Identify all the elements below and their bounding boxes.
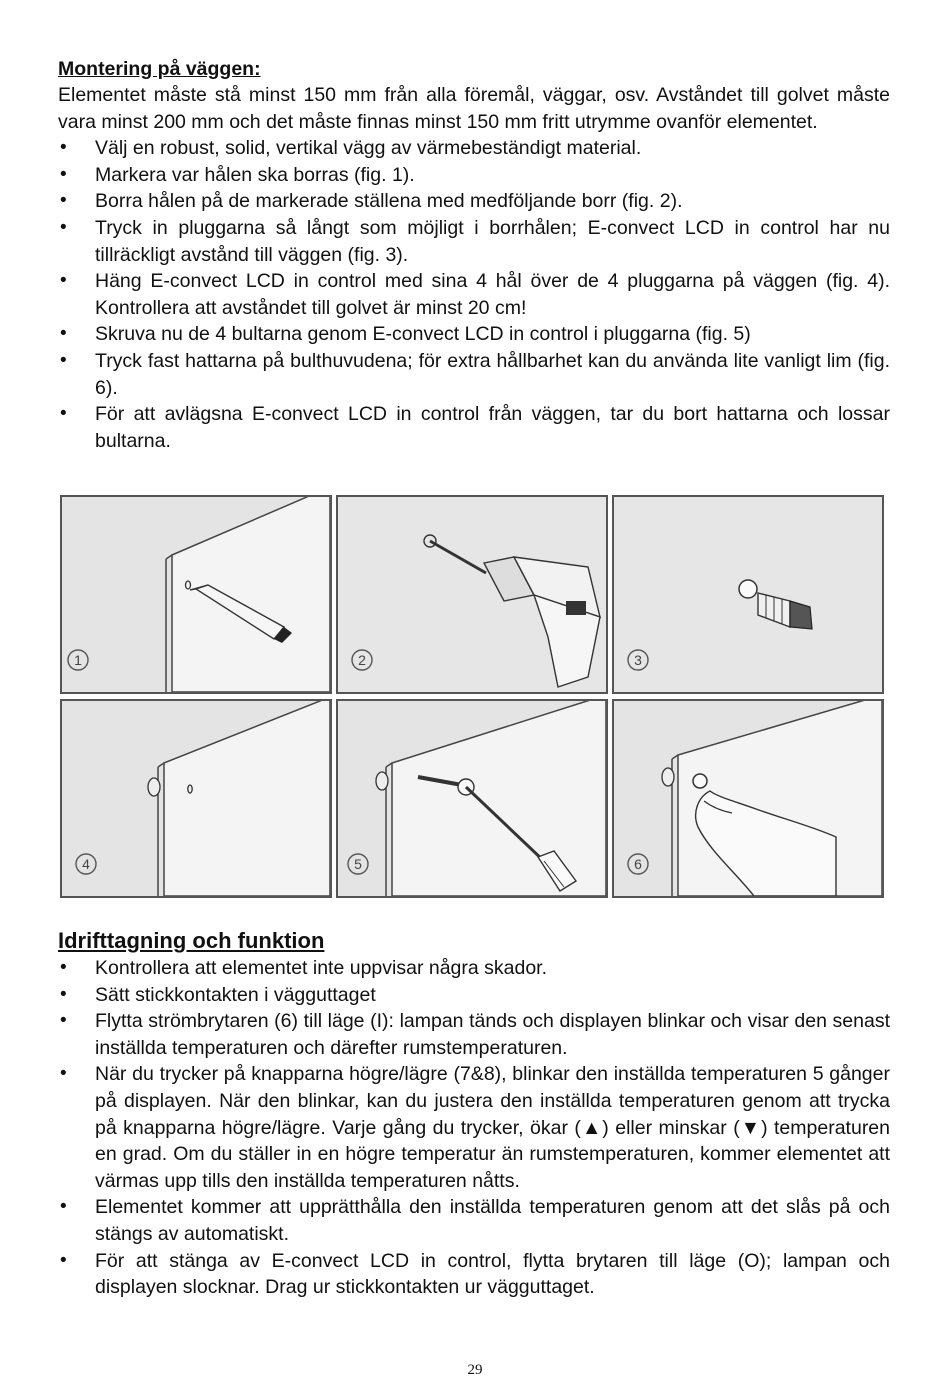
list-item: • Häng E-convect LCD in control med sina 4 hål över de 4 pluggarna på väggen (fig. 4). Kontrollera att avståndet till golvet är minst 20 cm! [58, 268, 890, 321]
figure-2-illustration [338, 497, 606, 692]
figure-3-illustration [614, 497, 882, 692]
list-item: • För att stänga av E-convect LCD in control, flytta brytaren till läge (O); lampan och displayen slocknar. Drag ur stickkontakten ur vägguttaget. [58, 1248, 890, 1301]
mounting-heading: Montering på väggen: [58, 58, 261, 80]
list-item: • Markera var hålen ska borras (fig. 1). [58, 162, 890, 189]
list-item: • Tryck in pluggarna så långt som möjligt i borrhålen; E-convect LCD in control har nu tillräckligt avstånd till väggen (fig. 3). [58, 215, 890, 268]
list-item: • Flytta strömbrytaren (6) till läge (I): lampan tänds och displayen blinkar och visar den senast inställda temperaturen och därefter rumstemperaturen. [58, 1008, 890, 1061]
figure-5-label: 5 [354, 856, 362, 872]
operation-heading: Idrifttagning och funktion [58, 928, 325, 953]
section-mounting [58, 56, 890, 454]
figure-4-label: 4 [82, 856, 90, 872]
figure-6-illustration [614, 701, 882, 896]
list-item: • Kontrollera att elementet inte uppvisar några skador. [58, 955, 890, 982]
figure-3 [612, 495, 884, 694]
list-item: • Sätt stickkontakten i vägguttaget [58, 982, 890, 1009]
list-item: • När du trycker på knapparna högre/lägre (7&8), blinkar den inställda temperaturen 5 gånger på displayen. När den blinkar, kan du justera den inställda temperaturen genom att trycka på knapparna högre/lägre. Varje gång du trycker, ökar (▲) eller minskar (▼) temperaturen en grad. Om du ställer in en högre temperatur än rumstemperaturen, kommer elementet att värmas upp tills den inställda temperaturen nåtts. [58, 1061, 890, 1194]
list-item: • Skruva nu de 4 bultarna genom E-convect LCD in control i pluggarna (fig. 5) [58, 321, 890, 348]
figure-6-label: 6 [634, 856, 642, 872]
mounting-list [58, 135, 890, 454]
figure-1 [60, 495, 332, 694]
figure-4-illustration [62, 701, 330, 896]
list-item: • Välj en robust, solid, vertikal vägg av värmebeständigt material. [58, 135, 890, 162]
figure-2 [336, 495, 608, 694]
section-operation [58, 927, 890, 1301]
mounting-intro: Elementet måste stå minst 150 mm från alla föremål, väggar, osv. Avståndet till golvet måste vara minst 200 mm och det måste finnas minst 150 mm fritt utrymme ovanför elementet. [58, 84, 890, 133]
page-number: 29 [467, 1362, 483, 1378]
figure-1-illustration [62, 497, 330, 692]
figure-2-label: 2 [358, 652, 366, 668]
operation-list [58, 955, 890, 1301]
figure-5-illustration [338, 701, 606, 896]
figure-4 [60, 699, 332, 898]
mounting-figures [60, 495, 888, 897]
list-item: • Borra hålen på de markerade ställena med medföljande borr (fig. 2). [58, 188, 890, 215]
list-item: • Elementet kommer att upprätthålla den inställda temperaturen genom att det slås på och stängs av automatiskt. [58, 1194, 890, 1247]
figure-5 [336, 699, 608, 898]
figure-3-label: 3 [634, 652, 642, 668]
figure-6 [612, 699, 884, 898]
list-item: • För att avlägsna E-convect LCD in control från väggen, tar du bort hattarna och lossar bultarna. [58, 401, 890, 454]
list-item: • Tryck fast hattarna på bulthuvudena; för extra hållbarhet kan du använda lite vanligt lim (fig. 6). [58, 348, 890, 401]
figure-1-label: 1 [74, 652, 82, 668]
